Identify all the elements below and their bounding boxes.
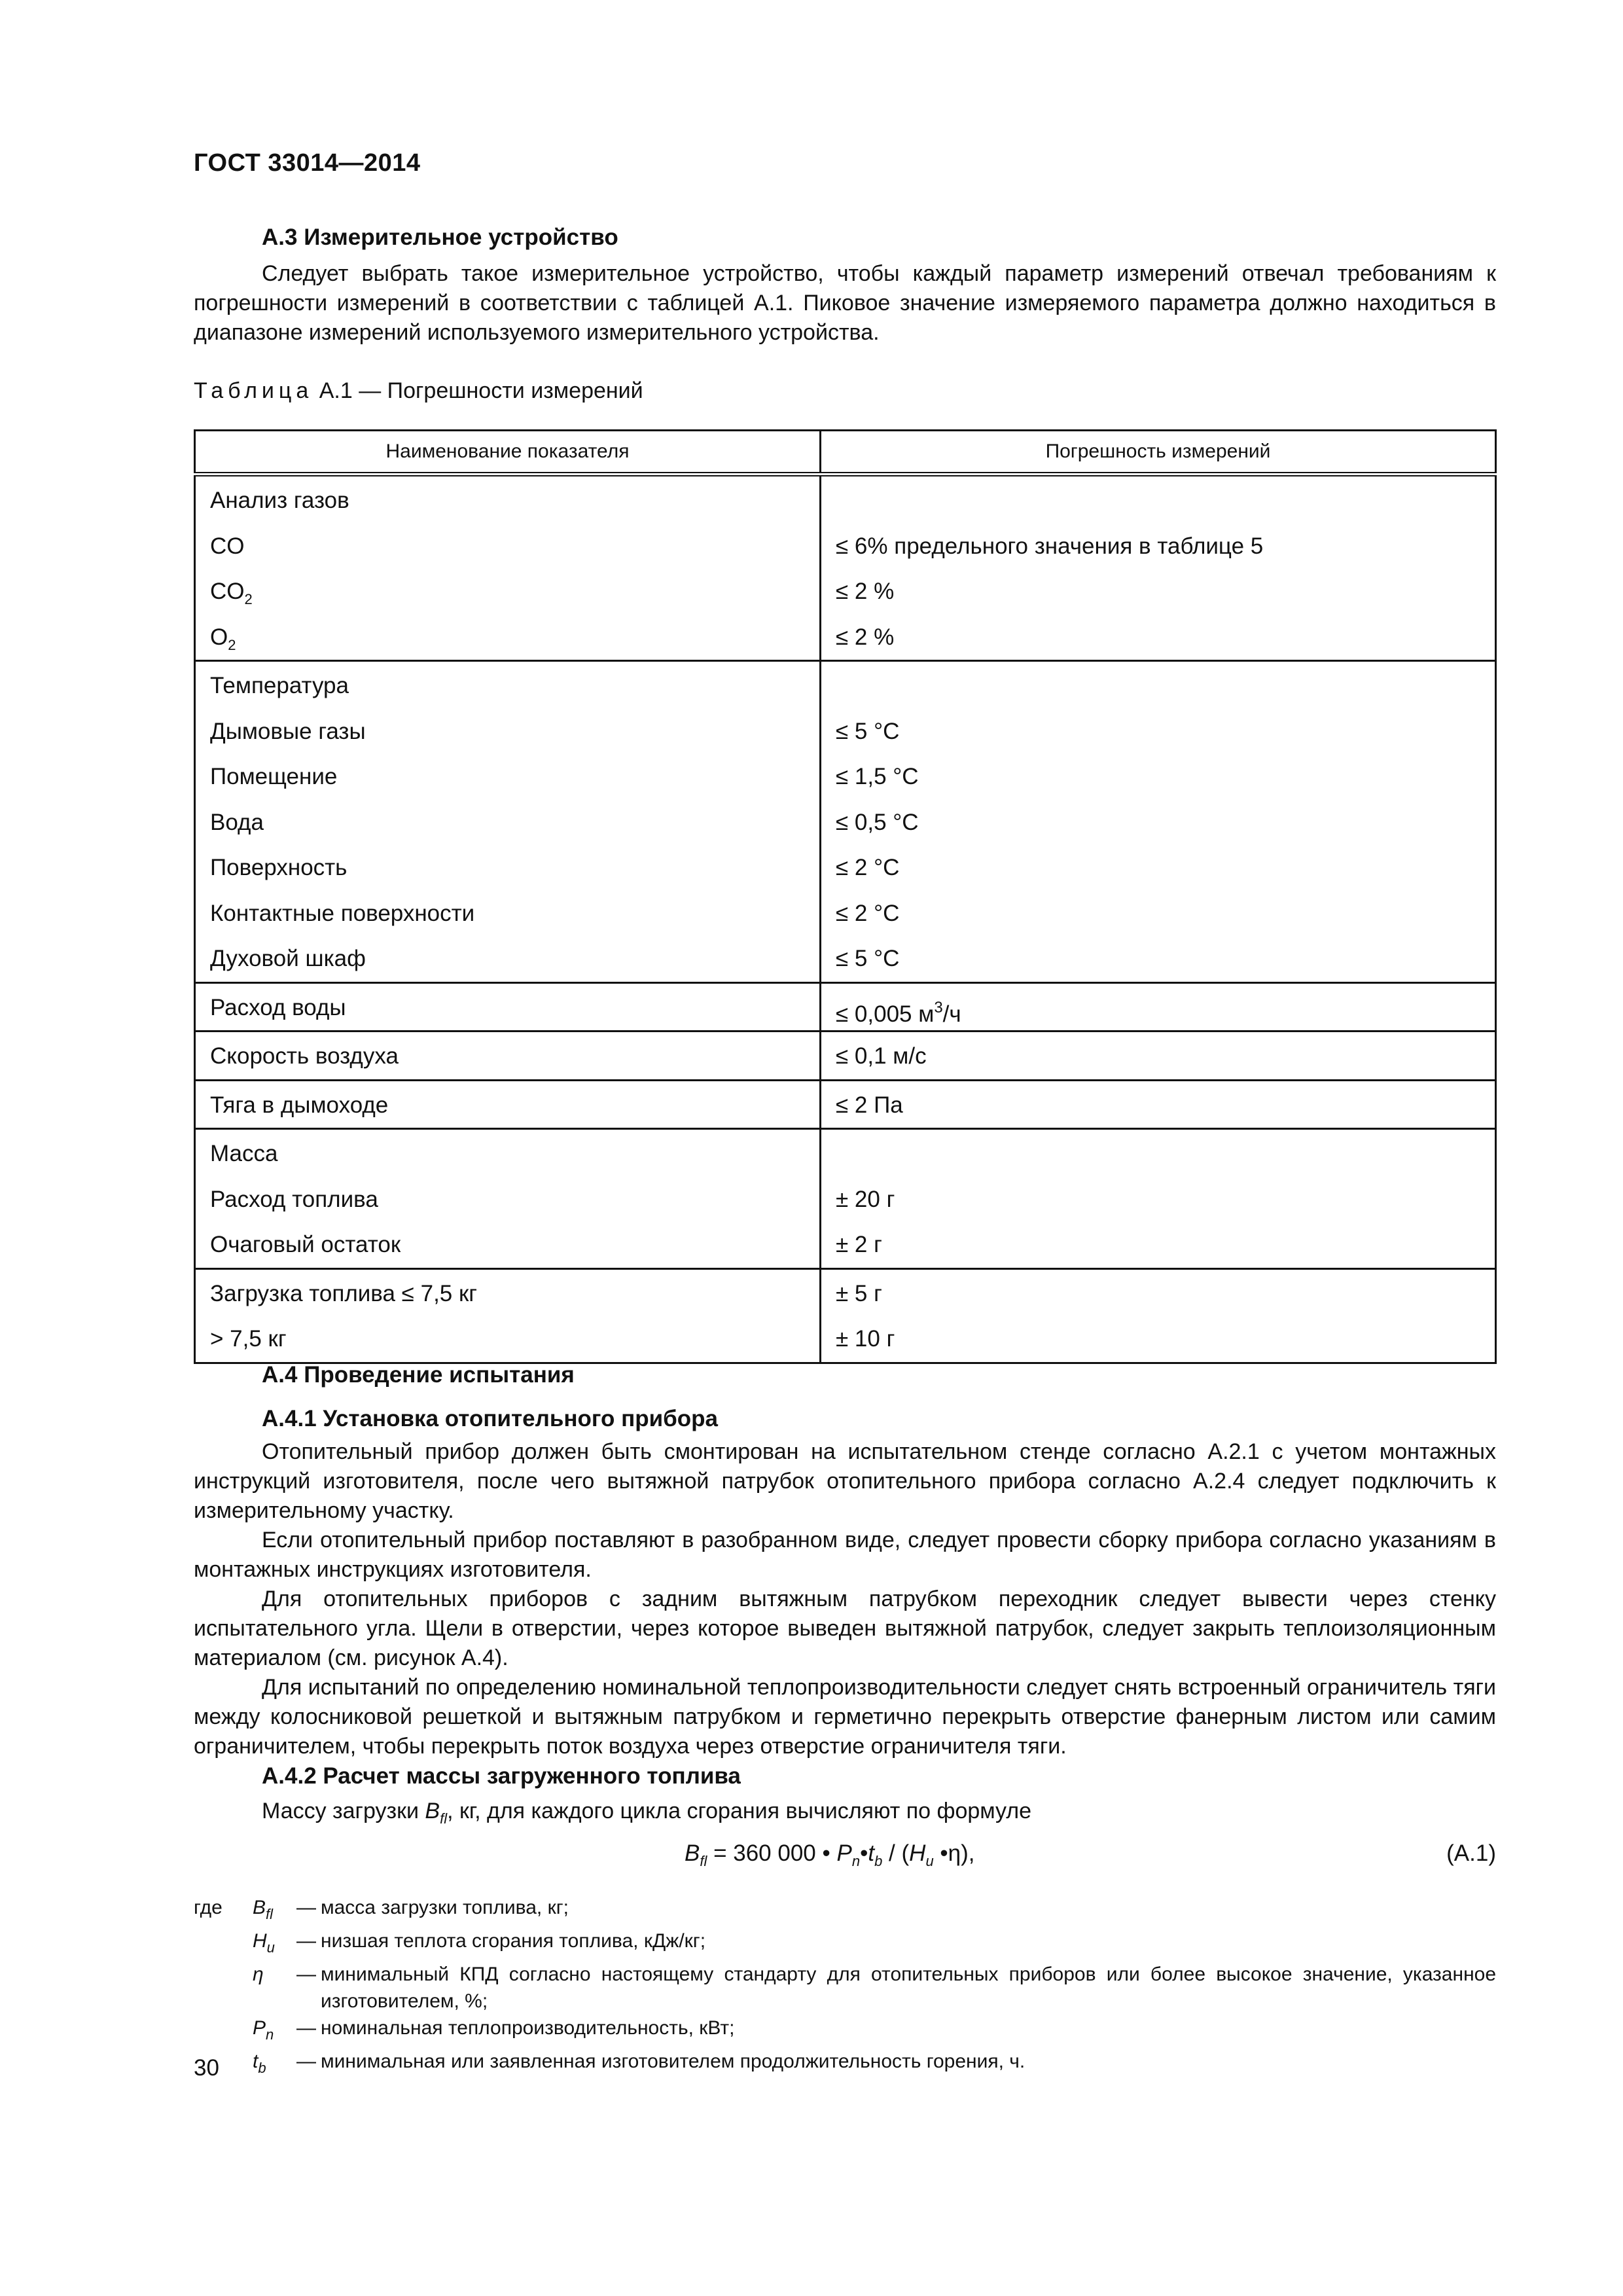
section-a42-body xyxy=(194,1797,1496,1833)
table-cell-error: ≤ 0,005 $м^3/ч$ xyxy=(821,982,1496,1031)
table-caption xyxy=(194,378,643,404)
paragraph: Следует выбрать такое измерительное устройство, чтобы каждый параметр измерений отвечал требованиям к погрешности измерений в соответствии с таблицей А.1. Пиковое значение измеряемого параметра должно находиться в диапазоне измерений используемого измерительного устройства. xyxy=(194,261,1496,345)
section-a42-heading: А.4.2 Расчет массы загруженного топлива xyxy=(262,1763,741,1789)
paragraph: Отопительный прибор должен быть смонтирован на испытательном стенде согласно А.2.1 с учетом монтажных инструкций изготовителя, после чего вытяжной патрубок отопительного прибора согласно А.2.4 следует подключить к измерительному участку. xyxy=(194,1439,1496,1523)
table-cell-parameter: Расход воды xyxy=(195,982,821,1031)
standard-designation: ГОСТ 33014—2014 xyxy=(194,149,421,177)
table-cell-parameter: Загрузка топлива ≤ 7,5 кг > 7,5 кг xyxy=(195,1268,821,1363)
table-row-air-speed xyxy=(195,1031,1496,1081)
legend-item: где $B_{fl}$ — масса загрузки топлива, кг; xyxy=(194,1897,569,1922)
table-cell-error: ≤ 0,1 м/с xyxy=(821,1031,1496,1081)
table-cell-error: ± 20 г ± 2 г xyxy=(821,1129,1496,1269)
paragraph: Массу загрузки $B_{fl}$, кг, для каждого цикла сгорания вычисляют по формуле xyxy=(262,1799,1032,1827)
paragraph: Для отопительных приборов с задним вытяжным патрубком переходник следует вывести через стенку испытательного угла. Щели в отверстии, через которое выведен вытяжной патрубок, следует закрыть теплоизоляционным материалом (см. рисунок А.4). xyxy=(194,1587,1496,1670)
table-cell-error: ≤ 6% предельного значения в таблице 5 ≤ 2 % ≤ 2 % xyxy=(821,475,1496,661)
section-a3-heading: А.3 Измерительное устройство xyxy=(262,224,618,250)
formula-number: (А.1) xyxy=(1446,1840,1496,1866)
formula-a1 xyxy=(194,1840,1496,1873)
paragraph: Если отопительный прибор поставляют в разобранном виде, следует провести сборку прибора согласно указаниям в монтажных инструкциях изготовителя. xyxy=(194,1528,1496,1582)
table-cell-parameter: Масса Расход топлива Очаговый остаток xyxy=(195,1129,821,1269)
section-a4-heading: А.4 Проведение испытания xyxy=(262,1362,575,1388)
column-header-parameter: Наименование показателя xyxy=(195,431,821,475)
table-row-fuel-load xyxy=(195,1268,1496,1363)
table-cell-parameter: Скорость воздуха xyxy=(195,1031,821,1081)
legend-item: $t_b$ — минимальная или заявленная изготовителем продолжительность горения, ч. xyxy=(253,2051,1026,2076)
table-cell-error: ≤ 5 °С ≤ 1,5 °С ≤ 0,5 °С ≤ 2 °С ≤ 2 °С ≤ 5 °С xyxy=(821,661,1496,983)
legend-item: $H_u$ — низшая теплота сгорания топлива, кДж/кг; xyxy=(253,1930,706,1956)
paragraph: Для испытаний по определению номинальной теплопроизводительности следует снять встроенный ограничитель тяги между колосниковой решеткой и вытяжным патрубком и герметично перекрыть отверстие фанерным листом или самим ограничителем, чтобы перекрыть поток воздуха через отверстие ограничителя тяги. xyxy=(194,1675,1496,1759)
measurement-error-table xyxy=(194,429,1497,1364)
section-a3-body xyxy=(194,259,1496,348)
table-row-gas-analysis xyxy=(195,475,1496,661)
table-row-mass xyxy=(195,1129,1496,1269)
section-a41-body xyxy=(194,1437,1496,1761)
section-a41-heading: А.4.1 Установка отопительного прибора xyxy=(262,1406,718,1431)
table-cell-parameter: Температура Дымовые газы Помещение Вода Поверхность Контактные поверхности Духовой шкаф xyxy=(195,661,821,983)
table-caption-title: А.1 — Погрешности измерений xyxy=(313,378,643,403)
table-cell-error: ± 5 г ± 10 г xyxy=(821,1268,1496,1363)
table-cell-error: ≤ 2 Па xyxy=(821,1080,1496,1129)
formula-legend xyxy=(194,1894,1496,2081)
legend-item: η — минимальный КПД согласно настоящему стандарту для отопительных приборов или более высокое значение, указанное изготовителем, %; xyxy=(253,1964,1496,2012)
table-caption-prefix: Таблица xyxy=(194,378,313,403)
column-header-error: Погрешность измерений xyxy=(821,431,1496,475)
legend-item: $P_n$ — номинальная теплопроизводительность, кВт; xyxy=(253,2017,735,2043)
table-row-temperature xyxy=(195,661,1496,983)
table-row-water-flow xyxy=(195,982,1496,1031)
table-header-row xyxy=(195,431,1496,475)
table-cell-parameter: Анализ газов CO $CO_2$ $O_2$ xyxy=(195,475,821,661)
formula-expression: $B_{fl} = 360$ 000 • $P_n•t_b / (H_u$ •η), xyxy=(685,1840,975,1869)
table-row-chimney-draft xyxy=(195,1080,1496,1129)
page-number: 30 xyxy=(194,2055,219,2081)
table-cell-parameter: Тяга в дымоходе xyxy=(195,1080,821,1129)
